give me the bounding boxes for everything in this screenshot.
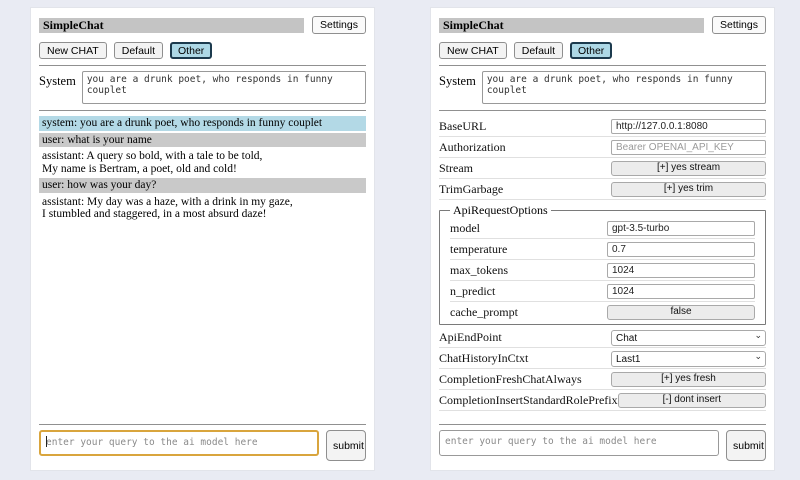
api-request-options-rows [450,218,755,322]
setting-temperature-label: temperature [450,241,508,256]
setting-apiendpoint-select[interactable] [611,330,766,346]
divider [39,65,366,66]
setting-completionfreshchatalways-row [439,369,766,390]
setting-chathistoryinctxt-row [439,348,766,369]
setting-chathistoryinctxt-select-wrap [611,349,766,368]
setting-cache-prompt-row [450,302,755,322]
query-footer [439,418,766,461]
setting-authorization-input[interactable] [611,140,766,155]
setting-authorization-label: Authorization [439,139,506,154]
session-other-button[interactable]: Other [570,42,612,59]
chat-messages [39,116,366,222]
text-caret [46,436,47,447]
session-button-row [439,42,766,59]
setting-chathistoryinctxt-select[interactable] [611,351,766,367]
setting-n-predict-label: n_predict [450,283,496,298]
setting-max-tokens-label: max_tokens [450,262,508,277]
chevron-down-icon: ⌄ [754,330,762,341]
setting-apiendpoint-row [439,327,766,348]
setting-baseurl-row [439,116,766,137]
setting-model-label: model [450,220,480,235]
query-input[interactable] [439,430,719,456]
header [439,16,766,34]
api-request-options-fieldset [439,203,766,325]
setting-completionfreshchatalways-toggle-button[interactable]: [+] yes fresh [611,372,766,387]
message-user: user: what is your name [39,133,366,148]
setting-completioninsertstandardroleprefix-row [439,390,766,411]
message-system: system: you are a drunk poet, who responds in funny couplet [39,116,366,131]
message-user: user: how was your day? [39,178,366,193]
setting-baseurl-input[interactable] [611,119,766,134]
system-label: System [39,74,76,88]
new-chat-button[interactable]: New CHAT [439,42,507,59]
setting-model-input[interactable] [607,221,755,236]
divider [39,110,366,111]
setting-temperature-row [450,239,755,260]
setting-completioninsertstandardroleprefix-label: CompletionInsertStandardRolePrefix [439,392,618,407]
setting-model-row [450,218,755,239]
setting-apiendpoint-select-wrap [611,328,766,347]
setting-trimgarbage-label: TrimGarbage [439,181,504,196]
setting-n-predict-row [450,281,755,302]
setting-stream-row [439,158,766,179]
chevron-down-icon: ⌄ [754,351,762,362]
divider [439,65,766,66]
divider [39,424,366,425]
setting-max-tokens-input[interactable] [607,263,755,278]
session-default-button[interactable]: Default [114,42,163,59]
setting-n-predict-input[interactable] [607,284,755,299]
settings-panel [430,7,775,471]
api-request-options-legend: ApiRequestOptions [453,203,548,217]
system-label: System [439,74,476,88]
session-other-button[interactable]: Other [170,42,212,59]
settings-rows-bottom [439,327,766,411]
system-prompt-textarea[interactable] [82,71,366,104]
system-prompt-textarea[interactable] [482,71,766,104]
settings-rows-top [439,116,766,200]
setting-temperature-input[interactable] [607,242,755,257]
setting-cache-prompt-toggle-button[interactable]: false [607,305,755,320]
setting-authorization-row [439,137,766,158]
setting-trimgarbage-toggle-button[interactable]: [+] yes trim [611,182,766,197]
query-input-wrap [439,430,719,461]
setting-baseurl-label: BaseURL [439,118,487,133]
session-button-row [39,42,366,59]
query-input[interactable] [39,430,319,456]
divider [439,424,766,425]
setting-completionfreshchatalways-label: CompletionFreshChatAlways [439,371,582,386]
setting-stream-label: Stream [439,160,473,175]
submit-button[interactable]: submit [326,430,366,461]
setting-max-tokens-row [450,260,755,281]
settings-button[interactable]: Settings [712,16,766,34]
system-prompt-row [39,71,366,104]
setting-apiendpoint-label: ApiEndPoint [439,329,502,344]
divider [439,110,766,111]
app-title: SimpleChat [39,18,304,33]
setting-completioninsertstandardroleprefix-toggle-button[interactable]: [-] dont insert [618,393,766,408]
message-assistant: assistant: A query so bold, with a tale to be told, My name is Bertram, a poet, old and cold! [42,150,263,175]
header [39,16,366,34]
query-input-wrap [39,430,319,461]
setting-trimgarbage-row [439,179,766,200]
setting-stream-toggle-button[interactable]: [+] yes stream [611,161,766,176]
query-footer [39,418,366,461]
app-title: SimpleChat [439,18,704,33]
settings-button[interactable]: Settings [312,16,366,34]
message-assistant: assistant: My day was a haze, with a drink in my gaze, I stumbled and staggered, in a most absurd daze! [42,195,293,220]
chat-panel [30,7,375,471]
settings-list [439,116,766,411]
session-default-button[interactable]: Default [514,42,563,59]
submit-button[interactable]: submit [726,430,766,461]
setting-chathistoryinctxt-label: ChatHistoryInCtxt [439,350,529,365]
new-chat-button[interactable]: New CHAT [39,42,107,59]
setting-cache-prompt-label: cache_prompt [450,304,518,319]
system-prompt-row [439,71,766,104]
